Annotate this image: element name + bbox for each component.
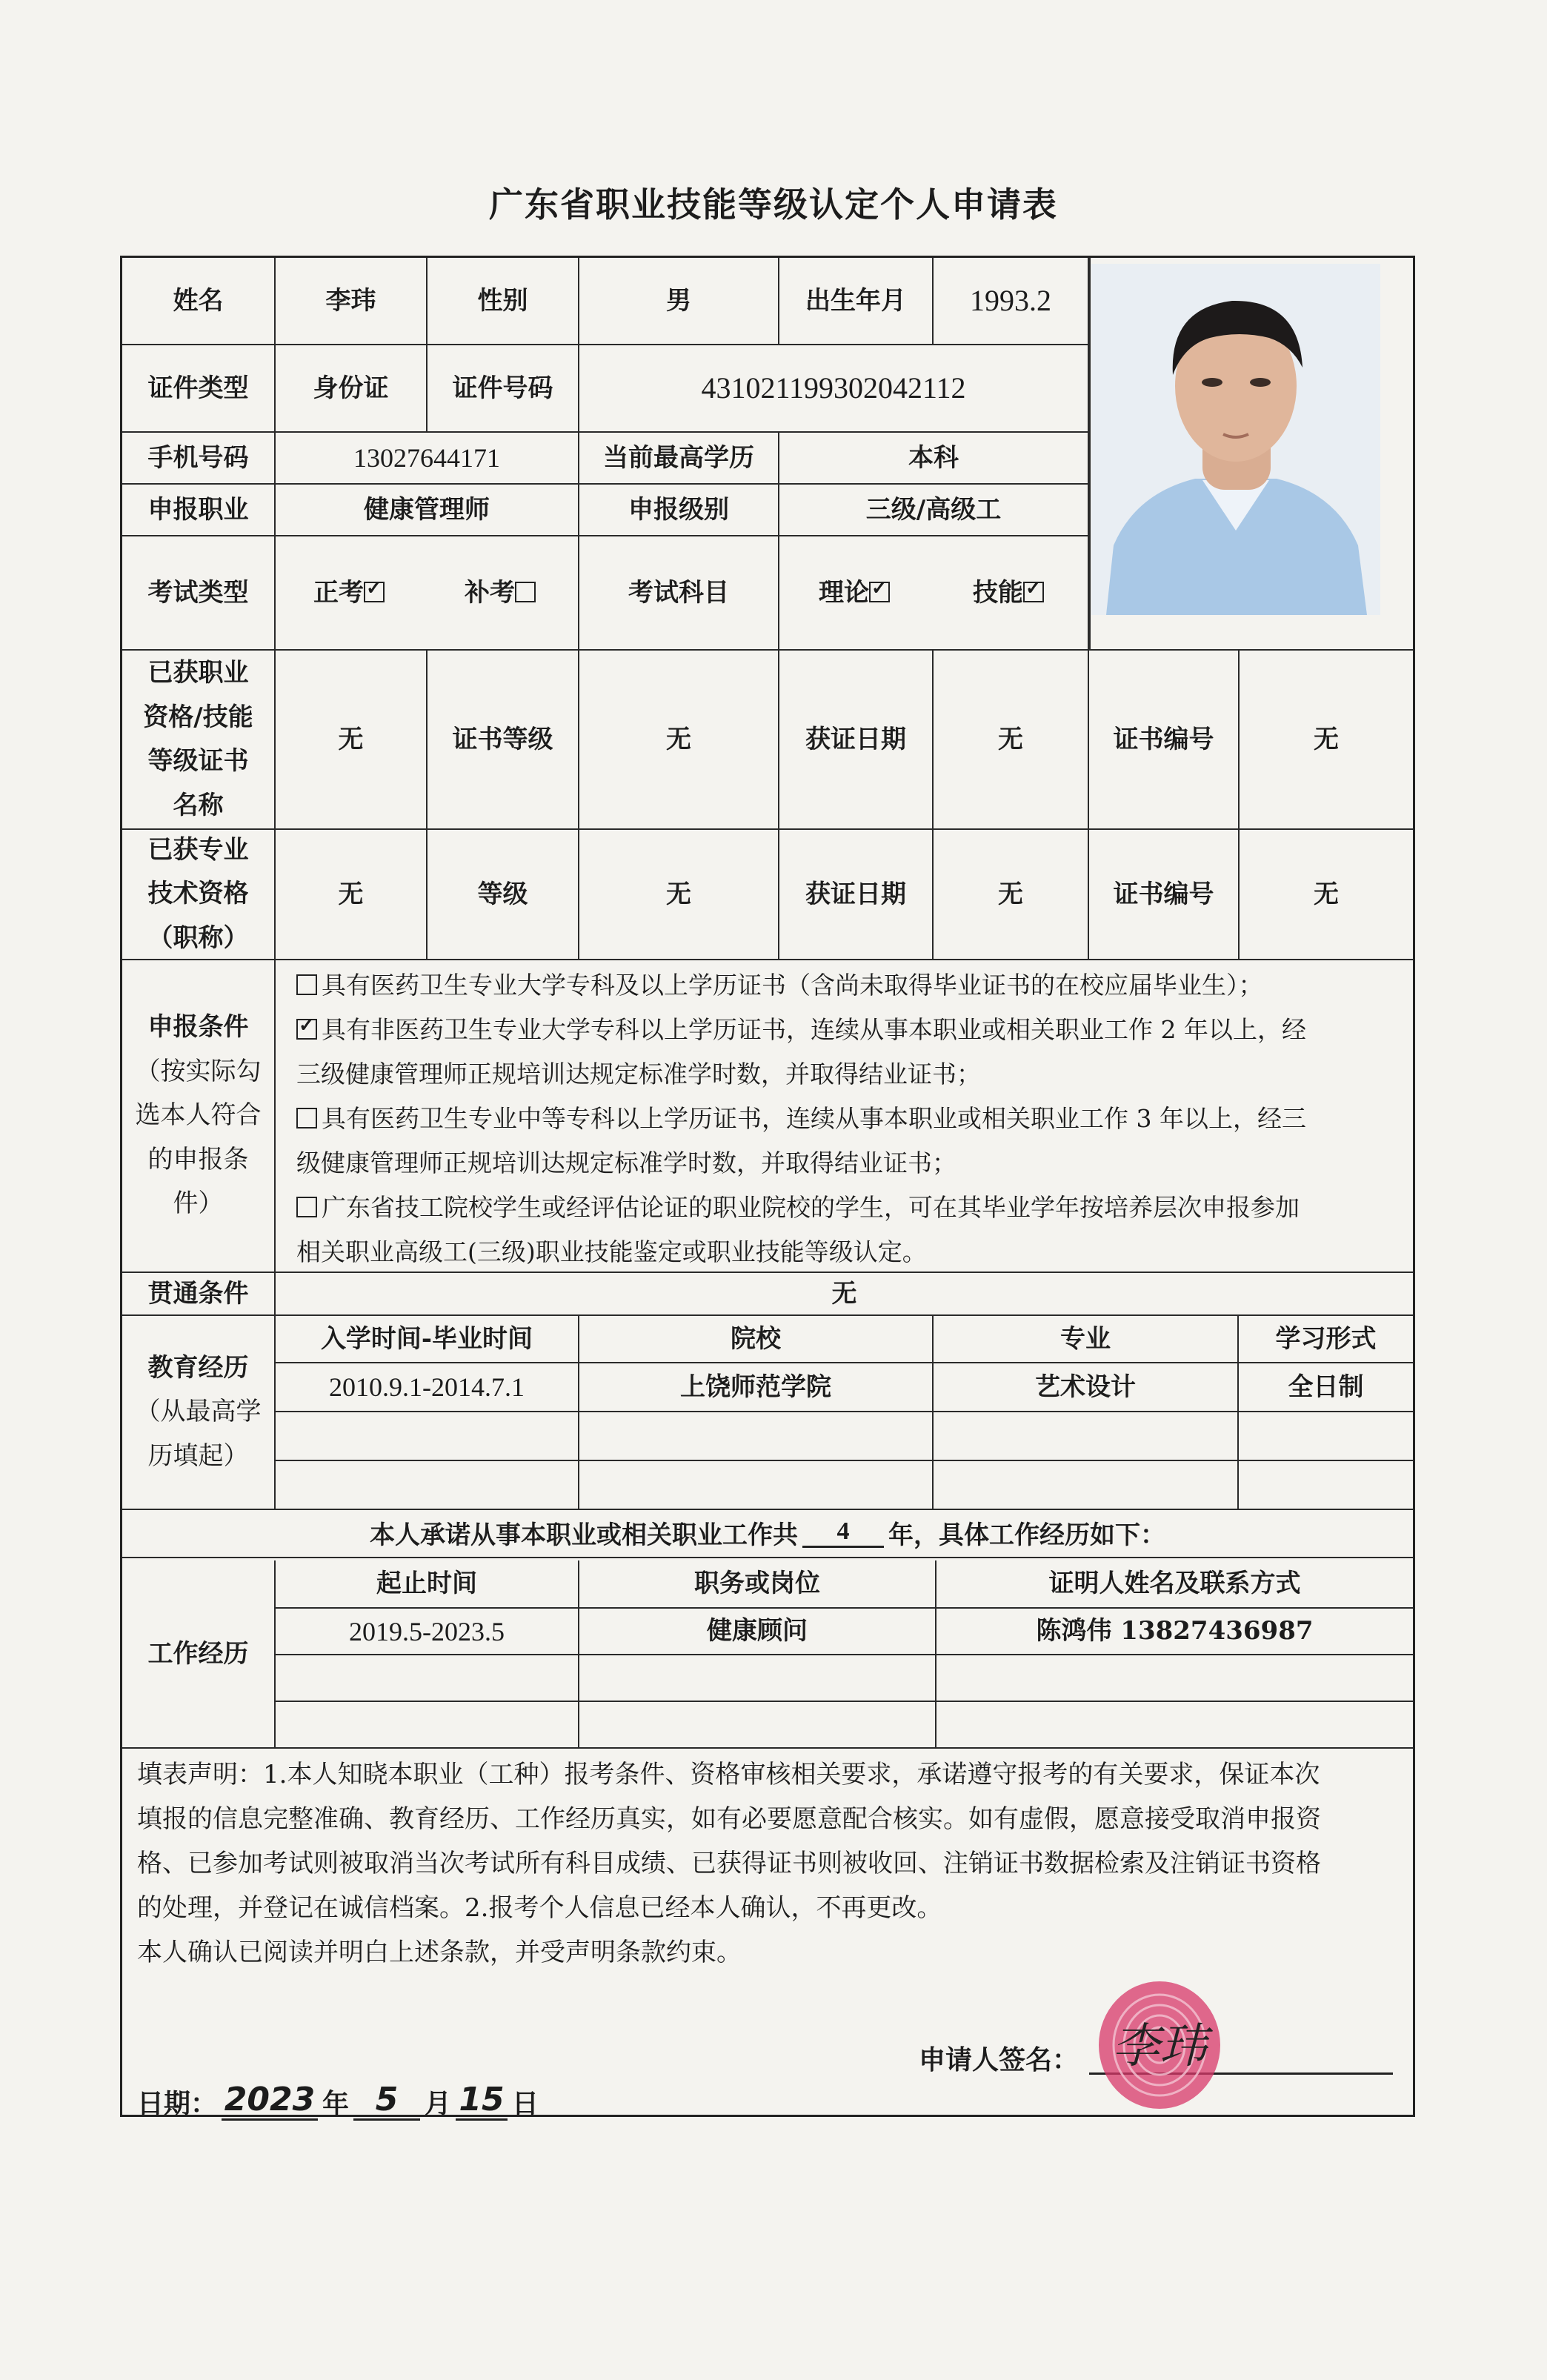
voc-no-label: 证书编号 — [1089, 651, 1240, 830]
pro-no-label: 证书编号 — [1089, 830, 1240, 960]
condition-line — [296, 1097, 1385, 1141]
education-header: 学习形式 — [1239, 1316, 1413, 1363]
through-label: 贯通条件 — [122, 1273, 276, 1316]
education-cell: 上饶师范学院 — [579, 1363, 934, 1412]
pro-grade-value: 无 — [579, 830, 779, 960]
education-table — [276, 1316, 1413, 1510]
promise-before: 本人承诺从事本职业或相关职业工作共 — [370, 1520, 798, 1550]
work-cell — [276, 1655, 579, 1702]
work-years-promise — [122, 1508, 1413, 1558]
condition-line — [296, 1008, 1385, 1052]
declaration-line: 填表声明：1.本人知晓本职业（工种）报考条件、资格审核相关要求，承诺遵守报考的有关要求，保证本次 — [137, 1760, 1320, 1789]
id-type-value: 身份证 — [276, 345, 427, 433]
education-header: 院校 — [579, 1316, 934, 1363]
birth-value: 1993.2 — [934, 258, 1089, 345]
conditions-title: 申报条件 — [147, 1012, 249, 1043]
education-cell — [934, 1461, 1239, 1510]
condition-text: 三级健康管理师正规培训达规定标准学时数，并取得结业证书； — [296, 1060, 981, 1088]
work-cell: 健康顾问 — [579, 1609, 936, 1655]
education-cell — [579, 1461, 934, 1510]
subject-theory-checkbox[interactable]: ✓ — [869, 582, 890, 602]
condition-line — [296, 1186, 1385, 1230]
level-value: 三级/高级工 — [779, 485, 1089, 536]
exam-subject-options — [779, 536, 1089, 651]
pro-date-value: 无 — [934, 830, 1089, 960]
form-title: 广东省职业技能等级认定个人申请表 — [489, 185, 1058, 225]
date-year-unit: 年 — [322, 2088, 350, 2119]
declaration-line: 的处理，并登记在诚信档案。2.报考个人信息已经本人确认，不再更改。 — [137, 1893, 942, 1923]
date-month: 5 — [353, 2081, 420, 2121]
id-type-label: 证件类型 — [122, 345, 276, 433]
education-cell — [276, 1412, 579, 1461]
birth-label: 出生年月 — [779, 258, 934, 345]
edu-label: 当前最高学历 — [579, 433, 779, 485]
applicant-photo-image — [1091, 264, 1380, 615]
condition-checkbox[interactable] — [296, 1197, 317, 1217]
applicant-photo — [1091, 264, 1380, 615]
job-label: 申报职业 — [122, 485, 276, 536]
date-day: 15 — [456, 2081, 508, 2121]
condition-line — [296, 963, 1385, 1008]
phone-value: 13027644171 — [276, 433, 579, 485]
condition-checkbox[interactable]: ✓ — [296, 1019, 317, 1040]
id-no-value: 431021199302042112 — [579, 345, 1089, 433]
voc-date-label: 获证日期 — [779, 651, 934, 830]
condition-text: 广东省技工院校学生或经评估论证的职业院校的学生，可在其毕业学年按培养层次申报参加 — [322, 1193, 1300, 1222]
education-subtitle: （从最高学历填起） — [135, 1397, 262, 1471]
subject-skill-option[interactable] — [973, 574, 1048, 612]
exam-makeup-option[interactable] — [465, 574, 540, 612]
exam-regular-checkbox[interactable]: ✓ — [364, 582, 385, 602]
signature-label: 申请人签名： — [919, 2044, 1079, 2075]
education-cell — [579, 1412, 934, 1461]
declaration — [137, 1752, 1389, 1975]
conditions-subtitle: （按实际勾选本人符合的申报条件） — [135, 1056, 262, 1219]
date-month-unit: 月 — [425, 2088, 452, 2119]
date-day-unit: 日 — [512, 2088, 539, 2119]
exam-type-label: 考试类型 — [122, 536, 276, 651]
exam-makeup-checkbox[interactable] — [515, 582, 536, 602]
work-header: 职务或岗位 — [579, 1560, 936, 1609]
education-cell: 2010.9.1-2014.7.1 — [276, 1363, 579, 1412]
education-cell — [934, 1412, 1239, 1461]
condition-line — [296, 1230, 1385, 1274]
svg-text:李玮: 李玮 — [1112, 2019, 1207, 2074]
gender-value: 男 — [579, 258, 779, 345]
voc-cert-value: 无 — [276, 651, 427, 830]
condition-text: 具有医药卫生专业中等专科以上学历证书，连续从事本职业或相关职业工作 3 年以上，经三 — [322, 1104, 1306, 1133]
subject-theory-label: 理论 — [819, 577, 869, 608]
job-value: 健康管理师 — [276, 485, 579, 536]
declaration-line: 本人确认已阅读并明白上述条款，并受声明条款约束。 — [137, 1938, 742, 1967]
work-cell — [579, 1702, 936, 1749]
name-label: 姓名 — [122, 258, 276, 345]
education-cell: 艺术设计 — [934, 1363, 1239, 1412]
condition-line — [296, 1052, 1385, 1097]
work-cell — [579, 1655, 936, 1702]
condition-line — [296, 1141, 1385, 1186]
work-cell: 2019.5-2023.5 — [276, 1609, 579, 1655]
pro-no-value: 无 — [1240, 830, 1413, 960]
voc-grade-label: 证书等级 — [427, 651, 579, 830]
condition-text: 级健康管理师正规培训达规定标准学时数，并取得结业证书； — [296, 1149, 957, 1177]
pro-date-label: 获证日期 — [779, 830, 934, 960]
pro-grade-label: 等级 — [427, 830, 579, 960]
work-table — [276, 1560, 1413, 1749]
exam-makeup-label: 补考 — [465, 577, 515, 608]
level-label: 申报级别 — [579, 485, 779, 536]
date-year: 2023 — [222, 2081, 318, 2121]
pro-title-label: 已获专业技术资格（职称） — [122, 830, 276, 960]
edu-value: 本科 — [779, 433, 1089, 485]
subject-skill-checkbox[interactable]: ✓ — [1023, 582, 1044, 602]
voc-grade-value: 无 — [579, 651, 779, 830]
fingerprint-icon — [1085, 1975, 1234, 2115]
education-header: 专业 — [934, 1316, 1239, 1363]
exam-regular-label: 正考 — [313, 577, 364, 608]
name-value: 李玮 — [276, 258, 427, 345]
conditions-label — [122, 960, 276, 1273]
promise-after: 年，具体工作经历如下： — [888, 1520, 1165, 1550]
condition-checkbox[interactable] — [296, 974, 317, 995]
through-value: 无 — [276, 1273, 1413, 1316]
pro-title-value: 无 — [276, 830, 427, 960]
declaration-line: 格、已参加考试则被取消当次考试所有科目成绩、已获得证书则被收回、注销证书数据检索及注销证书资格 — [137, 1849, 1321, 1878]
education-cell — [1239, 1412, 1413, 1461]
subject-skill-label: 技能 — [973, 577, 1023, 608]
condition-text: 具有非医药卫生专业大学专科以上学历证书，连续从事本职业或相关职业工作 2 年以上，经 — [322, 1015, 1306, 1044]
conditions-list — [296, 963, 1385, 1274]
work-cell — [276, 1702, 579, 1749]
work-header: 起止时间 — [276, 1560, 579, 1609]
education-cell — [276, 1461, 579, 1510]
id-no-label: 证件号码 — [427, 345, 579, 433]
voc-no-value: 无 — [1240, 651, 1413, 830]
exam-subject-label: 考试科目 — [579, 536, 779, 651]
voc-cert-label: 已获职业资格/技能等级证书名称 — [122, 651, 276, 830]
subject-theory-option[interactable] — [819, 574, 894, 612]
condition-checkbox[interactable] — [296, 1108, 317, 1128]
work-label: 工作经历 — [122, 1560, 276, 1749]
condition-text: 具有医药卫生专业大学专科及以上学历证书（含尚未取得毕业证书的在校应届毕业生）； — [322, 971, 1263, 1000]
condition-text: 相关职业高级工(三级)职业技能鉴定或职业技能等级认定。 — [296, 1237, 927, 1266]
work-header: 证明人姓名及联系方式 — [936, 1560, 1413, 1609]
declaration-line: 填报的信息完整准确、教育经历、工作经历真实，如有必要愿意配合核实。如有虚假，愿意接受取消申报资 — [137, 1804, 1321, 1834]
education-cell: 全日制 — [1239, 1363, 1413, 1412]
exam-regular-option[interactable] — [313, 574, 389, 612]
education-cell — [1239, 1461, 1413, 1510]
education-header: 入学时间-毕业时间 — [276, 1316, 579, 1363]
phone-label: 手机号码 — [122, 433, 276, 485]
work-cell: 陈鸿伟 13827436987 — [936, 1609, 1413, 1655]
signature-fingerprint — [1085, 1975, 1234, 2115]
work-cell — [936, 1655, 1413, 1702]
date-label: 日期： — [137, 2088, 218, 2119]
education-label — [122, 1316, 276, 1510]
promise-years: 4 — [802, 1518, 884, 1548]
exam-type-options — [276, 536, 579, 651]
education-title: 教育经历 — [147, 1352, 249, 1383]
work-cell — [936, 1702, 1413, 1749]
date-row — [137, 2081, 539, 2121]
voc-date-value: 无 — [934, 651, 1089, 830]
gender-label: 性别 — [427, 258, 579, 345]
